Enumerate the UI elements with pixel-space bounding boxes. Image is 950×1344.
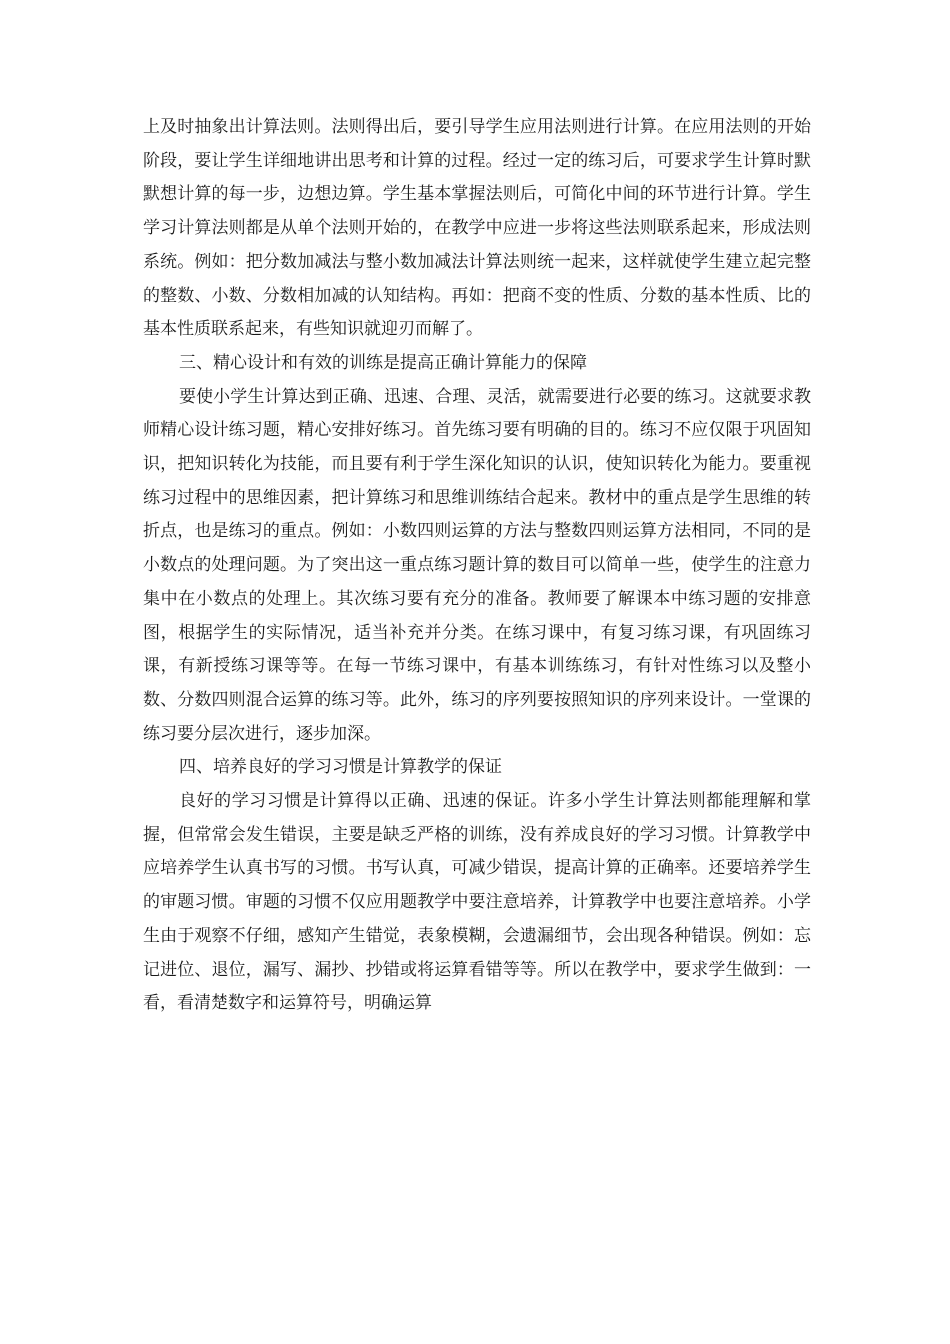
section-heading-3: 三、精心设计和有效的训练是提高正确计算能力的保障 (179, 352, 587, 373)
body-paragraph-3: 良好的学习习惯是计算得以正确、迅速的保证。许多小学生计算法则都能理解和掌握，但常常会发生错误，主要是缺乏严格的训练，没有养成良好的学习习惯。计算教学中应培养学生认真书写的习惯。书写认真，可减少错误，提高计算的正确率。还要培养学生的审题习惯。审题的习惯不仅应用题教学中要注意培养，计算教学中也要注意培养。小学生由于观察不仔细，感知产生错觉，表象模糊，会遗漏细节，会出现各种错误。例如：忘记进位、退位，漏写、漏抄、抄错或将运算看错等等。所以在教学中，要求学生做到：一看，看清楚数字和运算符号，明确运算 (143, 791, 811, 1014)
body-paragraph-2: 要使小学生计算达到正确、迅速、合理、灵活，就需要进行必要的练习。这就要求教师精心设计练习题，精心安排好练习。首先练习要有明确的目的。练习不应仅限于巩固知识，把知识转化为技能，而且要有利于学生深化知识的认识，使知识转化为能力。要重视练习过程中的思维因素，把计算练习和思维训练结合起来。教材中的重点是学生思维的转折点，也是练习的重点。例如：小数四则运算的方法与整数四则运算方法相同，不同的是小数点的处理问题。为了突出这一重点练习题计算的数目可以简单一些，使学生的注意力集中在小数点的处理上。其次练习要有充分的准备。教师要了解课本中练习题的安排意图，根据学生的实际情况，适当补充并分类。在练习课中，有复习练习课，有巩固练习课，有新授练习课等等。在每一节练习课中，有基本训练练习，有针对性练习以及整小数、分数四则混合运算的练习等。此外，练习的序列要按照知识的序列来设计。一堂课的练习要分层次进行，逐步加深。 (143, 386, 811, 744)
section-heading-4: 四、培养良好的学习习惯是计算教学的保证 (179, 757, 502, 778)
body-paragraph-1: 上及时抽象出计算法则。法则得出后，要引导学生应用法则进行计算。在应用法则的开始阶段，要让学生详细地讲出思考和计算的过程。经过一定的练习后，可要求学生计算时默默想计算的每一步，边想边算。学生基本掌握法则后，可简化中间的环节进行计算。学生学习计算法则都是从单个法则开始的，在教学中应进一步将这些法则联系起来，形成法则系统。例如：把分数加减法与整小数加减法计算法则统一起来，这样就使学生建立起完整的整数、小数、分数相加减的认知结构。再如：把商不变的性质、分数的基本性质、比的基本性质联系起来，有些知识就迎刃而解了。 (143, 117, 811, 340)
document-page (143, 111, 811, 1021)
